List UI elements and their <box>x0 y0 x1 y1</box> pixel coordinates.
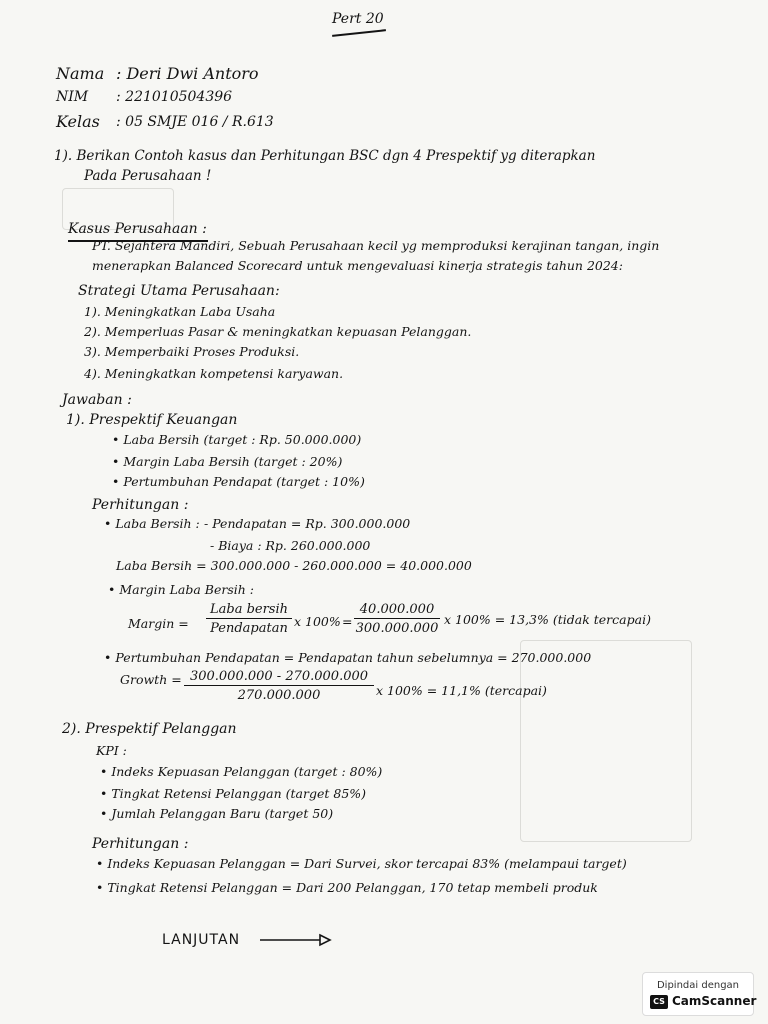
strategy-item: 1). Meningkatkan Laba Usaha <box>84 304 276 319</box>
show-through-box <box>520 640 692 842</box>
pendapatan-line: - Pendapatan = Rp. 300.000.000 <box>204 516 411 531</box>
growth-numerator: 300.000.000 - 270.000.000 <box>184 670 374 686</box>
nama-label: Nama <box>56 64 105 83</box>
page-number: Pert 20 <box>332 11 384 27</box>
laba-bersih-label: • Laba Bersih : <box>104 516 200 531</box>
perspective-1-title: 1). Prespektif Keuangan <box>66 412 238 428</box>
kelas-label: Kelas <box>56 112 100 131</box>
growth-line: • Pertumbuhan Pendapatan = Pendapatan tahun sebelumnya = 270.000.000 <box>104 650 592 665</box>
continue-label: LANJUTAN <box>162 932 241 948</box>
margin-multiplier: x 100% <box>294 614 341 629</box>
answer-title: Jawaban : <box>62 392 132 408</box>
growth-fraction <box>184 670 374 702</box>
strategy-title: Strategi Utama Perusahaan: <box>78 283 280 299</box>
margin-title: • Margin Laba Bersih : <box>108 582 254 597</box>
margin-value-denominator: 300.000.000 <box>355 621 439 636</box>
kpi-label: KPI : <box>96 743 127 758</box>
growth-label: Growth = <box>120 672 182 687</box>
biaya-line: - Biaya : Rp. 260.000.000 <box>210 538 371 553</box>
nim-value: : 221010504396 <box>116 89 233 105</box>
arrow-right-icon <box>258 933 332 947</box>
calc2-item: • Indeks Kepuasan Pelanggan = Dari Survei, skor tercapai 83% (melampaui target) <box>96 856 627 871</box>
growth-denominator: 270.000.000 <box>237 688 321 703</box>
margin-fraction <box>206 603 292 635</box>
case-desc-line-2: menerapkan Balanced Scorecard untuk mengevaluasi kinerja strategis tahun 2024: <box>92 258 623 273</box>
margin-result: x 100% = 13,3% (tidak tercapai) <box>444 612 651 627</box>
perspective-2-title: 2). Prespektif Pelanggan <box>62 721 237 737</box>
p2-item: • Jumlah Pelanggan Baru (target 50) <box>100 806 334 821</box>
nama-value: : Deri Dwi Antoro <box>116 64 259 83</box>
case-title: Kasus Perusahaan : <box>68 221 207 237</box>
margin-equals: = <box>342 614 353 629</box>
laba-bersih-result: Laba Bersih = 300.000.000 - 260.000.000 = 40.000.000 <box>116 558 472 573</box>
kelas-value: : 05 SMJE 016 / R.613 <box>116 114 274 130</box>
strategy-item: 3). Memperbaiki Proses Produksi. <box>84 344 300 359</box>
calc2-item: • Tingkat Retensi Pelanggan = Dari 200 Pelanggan, 170 tetap membeli produk <box>96 880 598 895</box>
p2-item: • Tingkat Retensi Pelanggan (target 85%) <box>100 786 367 801</box>
camscanner-label: CamScanner <box>672 994 757 1008</box>
growth-result: x 100% = 11,1% (tercapai) <box>376 683 547 698</box>
nim-label: NIM <box>56 89 89 105</box>
margin-numerator: Laba bersih <box>206 603 292 619</box>
question-line-2: Pada Perusahaan ! <box>84 168 212 184</box>
margin-denominator: Pendapatan <box>210 621 288 636</box>
case-desc-line-1: PT. Sejahtera Mandiri, Sebuah Perusahaan kecil yg memproduksi kerajinan tangan, ingin <box>92 238 660 253</box>
margin-value-fraction <box>354 603 440 635</box>
strategy-item: 4). Meningkatkan kompetensi karyawan. <box>84 366 344 381</box>
scanned-with-label: Dipindai dengan <box>656 980 740 991</box>
strategy-item: 2). Memperluas Pasar & meningkatkan kepuasan Pelanggan. <box>84 324 472 339</box>
question-line-1: 1). Berikan Contoh kasus dan Perhitungan BSC dgn 4 Prespektif yg diterapkan <box>54 148 596 164</box>
p1-item: • Laba Bersih (target : Rp. 50.000.000) <box>112 432 362 447</box>
camscanner-logo-icon: CS <box>650 995 668 1009</box>
p2-item: • Indeks Kepuasan Pelanggan (target : 80%) <box>100 764 383 779</box>
margin-value-numerator: 40.000.000 <box>354 603 440 619</box>
camscanner-badge <box>642 972 757 1016</box>
margin-label: Margin = <box>128 616 189 631</box>
page-number-underline <box>332 29 386 36</box>
p1-item: • Pertumbuhan Pendapat (target : 10%) <box>112 474 365 489</box>
calculation-2-title: Perhitungan : <box>92 836 189 852</box>
calculation-title: Perhitungan : <box>92 497 189 513</box>
p1-item: • Margin Laba Bersih (target : 20%) <box>112 454 343 469</box>
